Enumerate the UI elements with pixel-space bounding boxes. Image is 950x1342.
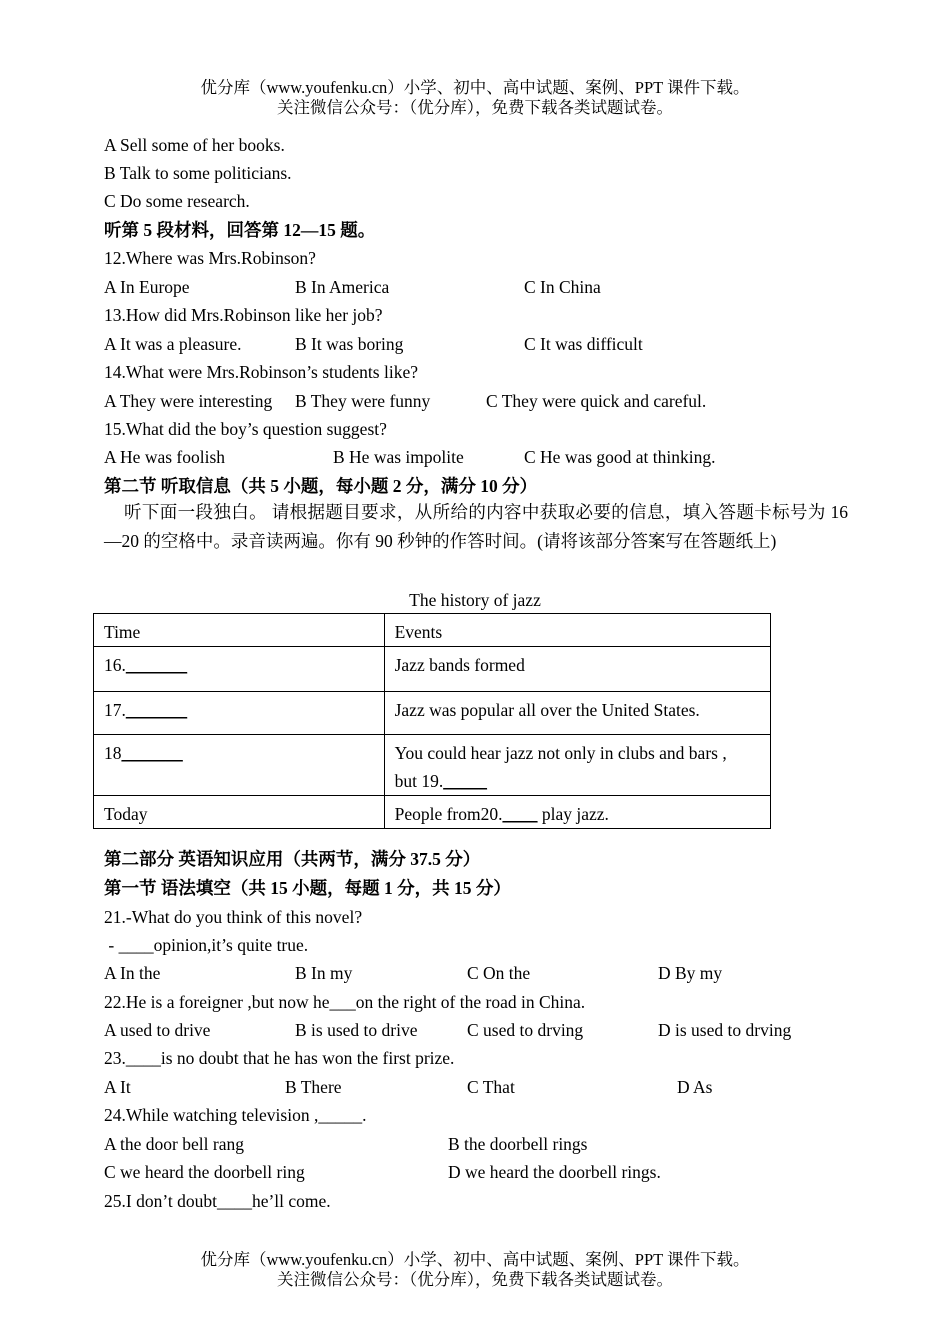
q24-option-a: A the door bell rang [104, 1134, 244, 1154]
row-17-label: 17. [104, 700, 126, 720]
q13-option-b: B It was boring [295, 334, 404, 354]
q15-option-c: C He was good at thinking. [524, 447, 716, 467]
answer-blank-20[interactable]: ____ [502, 804, 538, 824]
q12-option-c: C In China [524, 277, 601, 297]
q25-pre: 25.I don’t doubt [104, 1191, 217, 1211]
q21-reply-pre: - [104, 935, 119, 955]
q23-blank: ____ [125, 1048, 161, 1068]
column-header-events: Events [384, 614, 770, 647]
q25-blank: ____ [216, 1191, 252, 1211]
answer-blank-16[interactable]: _______ [125, 655, 188, 675]
answer-blank-19[interactable]: _____ [443, 771, 487, 791]
part-two-heading: 第二节 听取信息（共 5 小题，每小题 2 分，满分 10 分） [104, 476, 538, 496]
q24-option-b: B the doorbell rings [448, 1134, 588, 1154]
grammar-heading: 第一节 语法填空（共 15 小题，每题 1 分，共 15 分） [104, 878, 511, 898]
section5-heading: 听第 5 段材料，回答第 12—15 题。 [104, 220, 376, 240]
q11-option-a: A Sell some of her books. [104, 135, 285, 155]
q11-option-c: C Do some research. [104, 191, 250, 211]
table-caption: The history of jazz [409, 590, 541, 610]
row-17-event: Jazz was popular all over the United States. [384, 692, 770, 735]
row-17-time [94, 692, 385, 735]
q13-option-a: A It was a pleasure. [104, 334, 242, 354]
q23-option-d: D As [677, 1077, 713, 1097]
q14-option-b: B They were funny [295, 391, 431, 411]
row-today-event [384, 796, 770, 829]
q23-option-b: B There [285, 1077, 342, 1097]
q12-option-a: A In Europe [104, 277, 190, 297]
q24-option-c: C we heard the doorbell ring [104, 1162, 305, 1182]
q12-question: 12.Where was Mrs.Robinson? [104, 248, 316, 268]
row-18-event-line1: You could hear jazz not only in clubs and bars , [394, 743, 727, 763]
q12-option-b: B In America [295, 277, 390, 297]
q21-option-b: B In my [295, 963, 353, 983]
q21-option-d: D By my [658, 963, 723, 983]
q23-pre: 23. [104, 1048, 126, 1068]
part2-heading: 第二部分 英语知识应用（共两节，满分 37.5 分） [104, 849, 481, 869]
q13-option-c: C It was difficult [524, 334, 643, 354]
q25-post: he’ll come. [251, 1191, 331, 1211]
q24-question [104, 1104, 366, 1126]
row-today-time: Today [94, 796, 385, 829]
q22-question [104, 991, 585, 1013]
q15-option-b: B He was impolite [333, 447, 464, 467]
answer-blank-17[interactable]: _______ [125, 700, 188, 720]
q14-option-c: C They were quick and careful. [486, 391, 707, 411]
q24-blank: _____. [318, 1105, 367, 1125]
jazz-history-table [93, 613, 771, 829]
row-today-event-post: play jazz. [537, 804, 609, 824]
q21-option-c: C On the [467, 963, 531, 983]
q21-option-a: A In the [104, 963, 161, 983]
row-18-label: 18 [104, 743, 122, 763]
q22-option-d: D is used to drving [658, 1020, 792, 1040]
row-16-event: Jazz bands formed [384, 647, 770, 692]
q25-question [104, 1190, 331, 1212]
row-18-time [94, 735, 385, 796]
q22-post: on the right of the road in China. [355, 992, 586, 1012]
q15-option-a: A He was foolish [104, 447, 226, 467]
footer-line-1: 优分库（www.youfenku.cn）小学、初中、高中试题、案例、PPT 课件下载。 [200, 1250, 750, 1269]
q21-question: 21.-What do you think of this novel? [104, 907, 363, 927]
q24-option-d: D we heard the doorbell rings. [448, 1162, 661, 1182]
row-18-event [384, 735, 770, 796]
q21-reply-post: opinion,it’s quite true. [153, 935, 309, 955]
q23-option-c: C That [467, 1077, 515, 1097]
column-header-time: Time [94, 614, 385, 647]
row-16-label: 16. [104, 655, 126, 675]
row-today-event-pre: People from20. [394, 804, 503, 824]
q23-post: is no doubt that he has won the first prize. [160, 1048, 455, 1068]
row-18-event-line2: but 19. [394, 771, 444, 791]
q21-reply [104, 934, 308, 956]
q24-pre: 24.While watching television , [104, 1105, 319, 1125]
q23-option-a: A It [104, 1077, 131, 1097]
q22-blank: ___ [329, 992, 356, 1012]
q23-question [104, 1047, 454, 1069]
footer-line-2: 关注微信公众号：（优分库），免费下载各类试题试卷。 [277, 1270, 673, 1289]
q22-pre: 22.He is a foreigner ,but now he [104, 992, 330, 1012]
q21-blank: ____ [118, 935, 154, 955]
header-line-1: 优分库（www.youfenku.cn）小学、初中、高中试题、案例、PPT 课件下载。 [200, 78, 750, 97]
q22-option-a: A used to drive [104, 1020, 211, 1040]
q11-option-b: B Talk to some politicians. [104, 163, 292, 183]
row-16-time [94, 647, 385, 692]
q22-option-c: C used to drving [467, 1020, 584, 1040]
answer-blank-18[interactable]: _______ [121, 743, 183, 763]
q22-option-b: B is used to drive [295, 1020, 418, 1040]
q13-question: 13.How did Mrs.Robinson like her job? [104, 305, 383, 325]
q15-question: 15.What did the boy’s question suggest? [104, 419, 387, 439]
listening-instructions: 听下面一段独白。 请根据题目要求，从所给的内容中获取必要的信息，填入答题卡标号为 16—20 的空格中。录音读两遍。你有 90 秒钟的作答时间。(请将该部分答案写在答题纸上) [104, 502, 848, 551]
q14-question: 14.What were Mrs.Robinson’s students like? [104, 362, 418, 382]
header-line-2: 关注微信公众号：（优分库），免费下载各类试题试卷。 [277, 98, 673, 117]
q14-option-a: A They were interesting [104, 391, 273, 411]
